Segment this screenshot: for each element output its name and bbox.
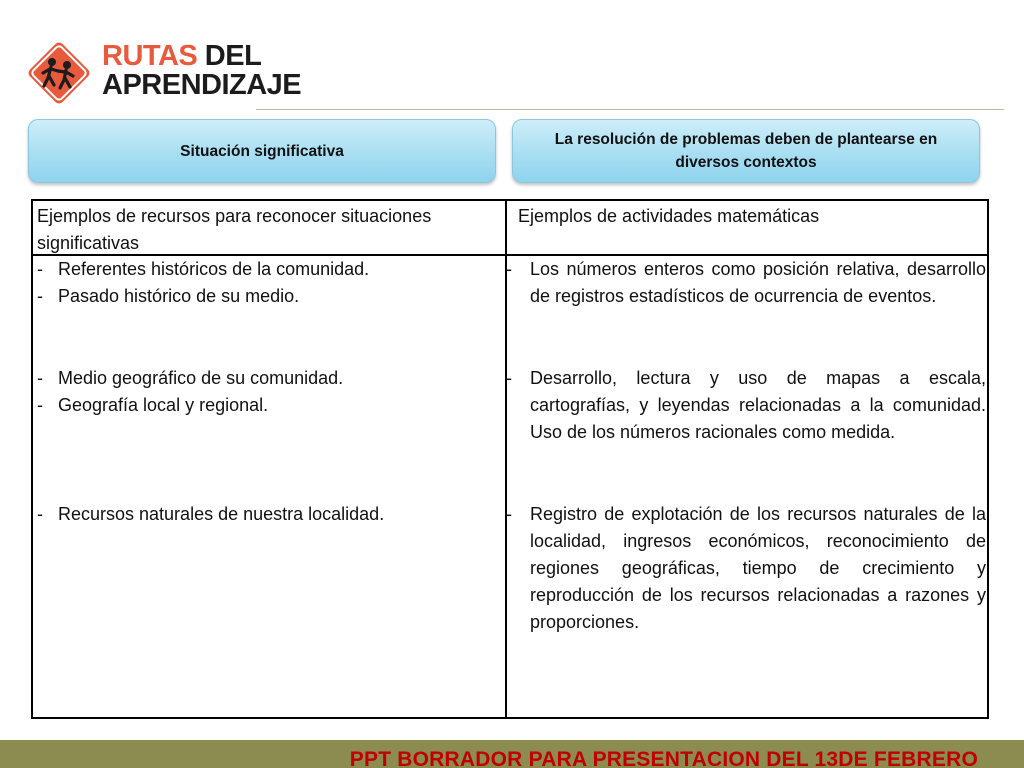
list-dash: - (37, 368, 43, 388)
list-item-text: Pasado histórico de su medio. (58, 286, 300, 306)
logo-word-del: DEL (204, 40, 262, 72)
table-header-recursos: Ejemplos de recursos para reconocer situaciones significativas (37, 206, 432, 253)
header-divider (256, 109, 1004, 110)
list-item (37, 501, 497, 528)
list-item (37, 283, 497, 310)
list-dash: - (37, 504, 43, 524)
children-running-icon (24, 38, 94, 108)
list-item-text: Desarrollo, lectura y uso de mapas a escala, cartografías, y leyendas relacionadas a la comunidad. Uso de los números racionales como medida. (530, 368, 986, 442)
list-item-text: Medio geográfico de su comunidad. (58, 368, 344, 388)
list-item (37, 256, 497, 283)
content-table (31, 199, 989, 719)
list-item (506, 256, 986, 310)
list-item-text: Los números enteros como posición relativa, desarrollo de registros estadísticos de ocurrencia de eventos. (530, 259, 986, 306)
logo (24, 38, 302, 110)
logo-line-1 (102, 42, 301, 71)
list-item-text: Recursos naturales de nuestra localidad. (58, 504, 385, 524)
list-item-text: Geografía local y regional. (58, 395, 269, 415)
list-dash: - (37, 395, 43, 415)
list-item-text: Registro de explotación de los recursos naturales de la localidad, ingresos económicos, reconocimiento de regiones geográficas, tiempo de crecimiento y reproducción de los recursos relacionadas a razones y proporciones. (530, 504, 986, 632)
list-dash: - (37, 259, 43, 279)
logo-word-rutas: RUTAS (102, 40, 198, 72)
list-item (506, 501, 986, 636)
footer-caption: PPT BORRADOR PARA PRESENTACION DEL 13DE FEBRERO (349, 748, 978, 768)
list-dash: - (506, 259, 512, 279)
logo-word-aprendizaje: APRENDIZAJE (102, 69, 302, 101)
list-item-text: Referentes históricos de la comunidad. (58, 259, 370, 279)
list-dash: - (506, 504, 512, 524)
list-item (37, 365, 497, 392)
list-item (506, 365, 986, 446)
logo-wordmark (102, 42, 301, 100)
resolucion-problemas-box: La resolución de problemas deben de plantearse en diversos contextos (512, 119, 980, 183)
list-dash: - (37, 286, 43, 306)
footer-bar (0, 740, 1024, 768)
list-item (37, 392, 497, 419)
table-header-actividades: Ejemplos de actividades matemáticas (513, 206, 820, 226)
list-dash: - (506, 368, 512, 388)
situacion-significativa-box: Situación significativa (28, 119, 496, 183)
